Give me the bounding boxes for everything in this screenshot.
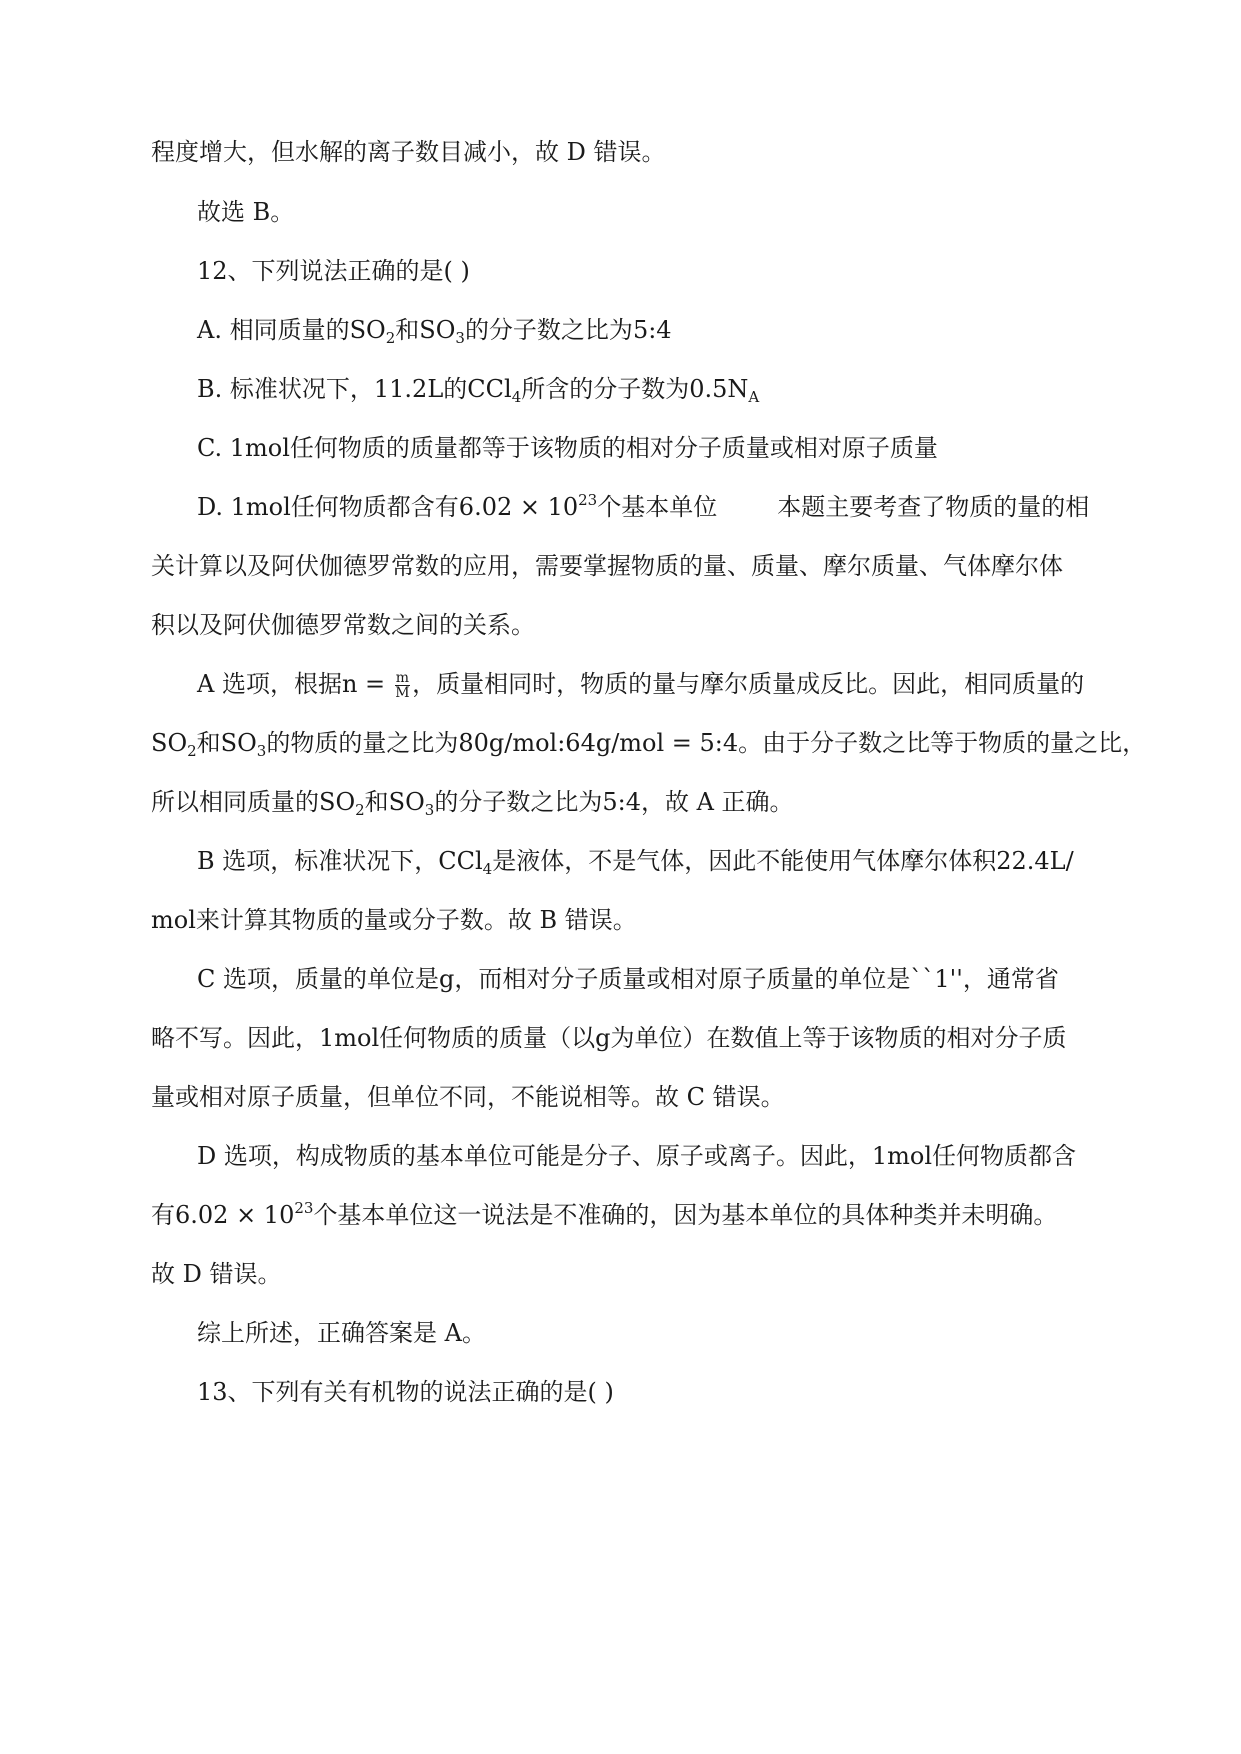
text-line: $SO_2$和$SO_3$的物质的量之比为80g/mol:64g/mol = 5:4。由于分子数之比等于物质的量之比，	[151, 729, 1147, 760]
question-12-title: 12、下列说法正确的是( )	[197, 257, 470, 285]
option-a: A. 相同质量的$SO_2$和$SO_3$的分子数之比为5:4	[197, 316, 672, 347]
text-line: mol来计算其物质的量或分子数。故 B 错误。	[151, 906, 637, 934]
text-line: 所以相同质量的$SO_2$和$SO_3$的分子数之比为5:4，故 A 正确。	[151, 788, 794, 819]
conclusion: 综上所述，正确答案是 A。	[197, 1319, 486, 1347]
text-line: 故 D 错误。	[151, 1260, 282, 1288]
analysis-a: A 选项，根据n = $\frac{m}{M}$ ，质量相同时，物质的量与摩尔质量成反比。因此，相同质量的	[197, 670, 1085, 701]
text-line: 程度增大，但水解的离子数目减小，故 D 错误。	[151, 138, 666, 166]
analysis-d: D 选项，构成物质的基本单位可能是分子、原子或离子。因此，1mol任何物质都含	[197, 1142, 1077, 1170]
text-line: 略不写。因此，1mol任何物质的质量（以g为单位）在数值上等于该物质的相对分子质	[151, 1024, 1067, 1052]
text-line: 有$6.02 \times 10^{23}$个基本单位这一说法是不准确的，因为基本单位的具体种类并未明确。	[151, 1199, 1058, 1229]
option-b: B. 标准状况下，11.2L的CCl$_4$所含的分子数为$0.5N_A$	[197, 375, 760, 406]
analysis-c: C 选项，质量的单位是g，而相对分子质量或相对原子质量的单位是``1''，通常省	[197, 965, 1059, 993]
text-line: 量或相对原子质量，但单位不同，不能说相等。故 C 错误。	[151, 1083, 785, 1111]
text-line: 故选 B。	[197, 198, 295, 226]
analysis-b: B 选项，标准状况下，CCl$_4$是液体，不是气体，因此不能使用气体摩尔体积22.4L/	[197, 847, 1074, 878]
option-d: D. 1mol任何物质都含有$6.02 \times 10^{23}$个基本单位 本题主要考查了物质的量的相	[197, 491, 1090, 521]
fraction: $\frac{m}{M}$	[395, 670, 410, 701]
question-13-title: 13、下列有关有机物的说法正确的是( )	[197, 1378, 614, 1406]
option-c: C. 1mol任何物质的质量都等于该物质的相对分子质量或相对原子质量	[197, 434, 938, 462]
text-line: 积以及阿伏伽德罗常数之间的关系。	[151, 611, 535, 639]
text-line: 关计算以及阿伏伽德罗常数的应用，需要掌握物质的量、质量、摩尔质量、气体摩尔体	[151, 552, 1063, 580]
